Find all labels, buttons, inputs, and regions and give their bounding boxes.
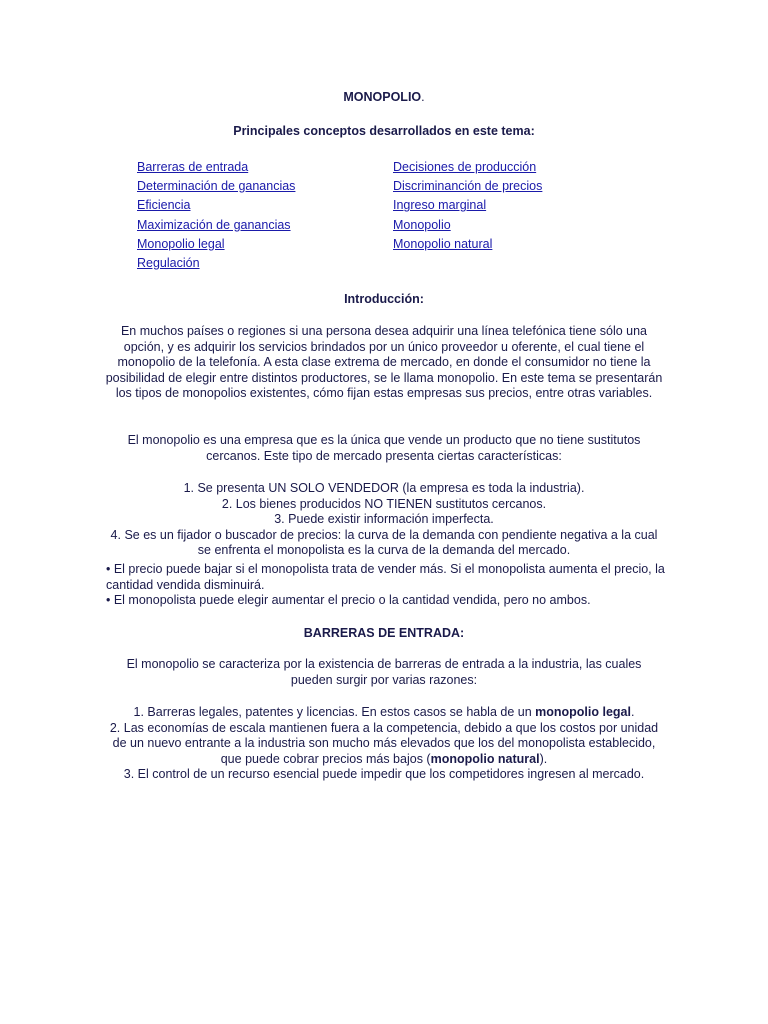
concepts-heading: Principales conceptos desarrollados en este tema: [233,124,535,138]
page-title: MONOPOLIO. [343,90,425,104]
link-ingreso-marginal[interactable]: Ingreso marginal [393,198,487,213]
bullet-item: • El monopolista puede elegir aumentar el precio o la cantidad vendida, pero no ambos. [106,593,591,607]
concepts-links-right [393,158,542,254]
characteristics-list [104,481,664,559]
intro-heading: Introducción: [344,292,424,306]
bullet-list [106,562,666,609]
intro-paragraph-2: El monopolio es una empresa que es la única que vende un producto que no tiene sustitutos cercanos. Este tipo de mercado presenta ciertas características: [127,433,641,463]
intro-paragraph-1: En muchos países o regiones si una persona desea adquirir una línea telefónica tiene sólo una opción, y es adquirir los servicios brindados por un único proveedor u oferente, el cual tiene el monopolio de la telefonía. A esta clase extrema de mercado, en donde el consumidor no tiene la posibilidad de elegir entre distintos productores, se le llama monopolio. En este tema se presentarán los tipos de monopolios existentes, cómo fijan estas empresas sus precios, entre otras variables. [105,324,663,400]
characteristic-item: 2. Los bienes producidos NO TIENEN sustitutos cercanos. [221,496,547,511]
characteristic-item: 3. Puede existir información imperfecta. [274,512,494,526]
link-eficiencia[interactable]: Eficiencia [137,198,191,213]
barrier-item: 2. Las economías de escala mantienen fuera a la competencia, debido a que los costos por unidad de un nuevo entrante a la industria son mucho más elevados que los del monopolista establecido, que puede cobrar precios más bajos (monopolio natural). [109,720,659,766]
barrier-item: 1. Barreras legales, patentes y licencias. En estos casos se habla de un monopolio legal. [133,705,635,719]
link-discriminacion-de-precios[interactable]: Discriminanción de precios [393,179,543,194]
link-monopolio[interactable]: Monopolio [393,217,451,232]
link-regulacion[interactable]: Regulación [137,256,200,271]
link-determinacion-de-ganancias[interactable]: Determinación de ganancias [137,179,296,194]
link-monopolio-natural[interactable]: Monopolio natural [393,236,493,251]
characteristic-item: 4. Se es un fijador o buscador de precios: la curva de la demanda con pendiente negativa a la cual se enfrenta el monopolista es la curva de la demanda del mercado. [110,527,658,557]
link-barreras-de-entrada[interactable]: Barreras de entrada [137,160,249,174]
link-decisiones-de-produccion[interactable]: Decisiones de producción [393,160,537,174]
barriers-paragraph: El monopolio se caracteriza por la existencia de barreras de entrada a la industria, las cuales pueden surgir por varias razones: [126,657,642,687]
barrier-item: 3. El control de un recurso esencial puede impedir que los competidores ingresen al mercado. [123,767,645,781]
bullet-item: • El precio puede bajar si el monopolista trata de vender más. Si el monopolista aumenta el precio, la cantidad vendida disminuirá. [106,562,665,592]
link-maximizacion-de-ganancias[interactable]: Maximización de ganancias [137,217,291,232]
characteristic-item: 1. Se presenta UN SOLO VENDEDOR (la empresa es toda la industria). [183,481,585,495]
barriers-heading: BARRERAS DE ENTRADA: [303,626,465,640]
concepts-links-left [137,158,295,273]
barriers-list [104,705,664,783]
link-monopolio-legal[interactable]: Monopolio legal [137,236,225,251]
